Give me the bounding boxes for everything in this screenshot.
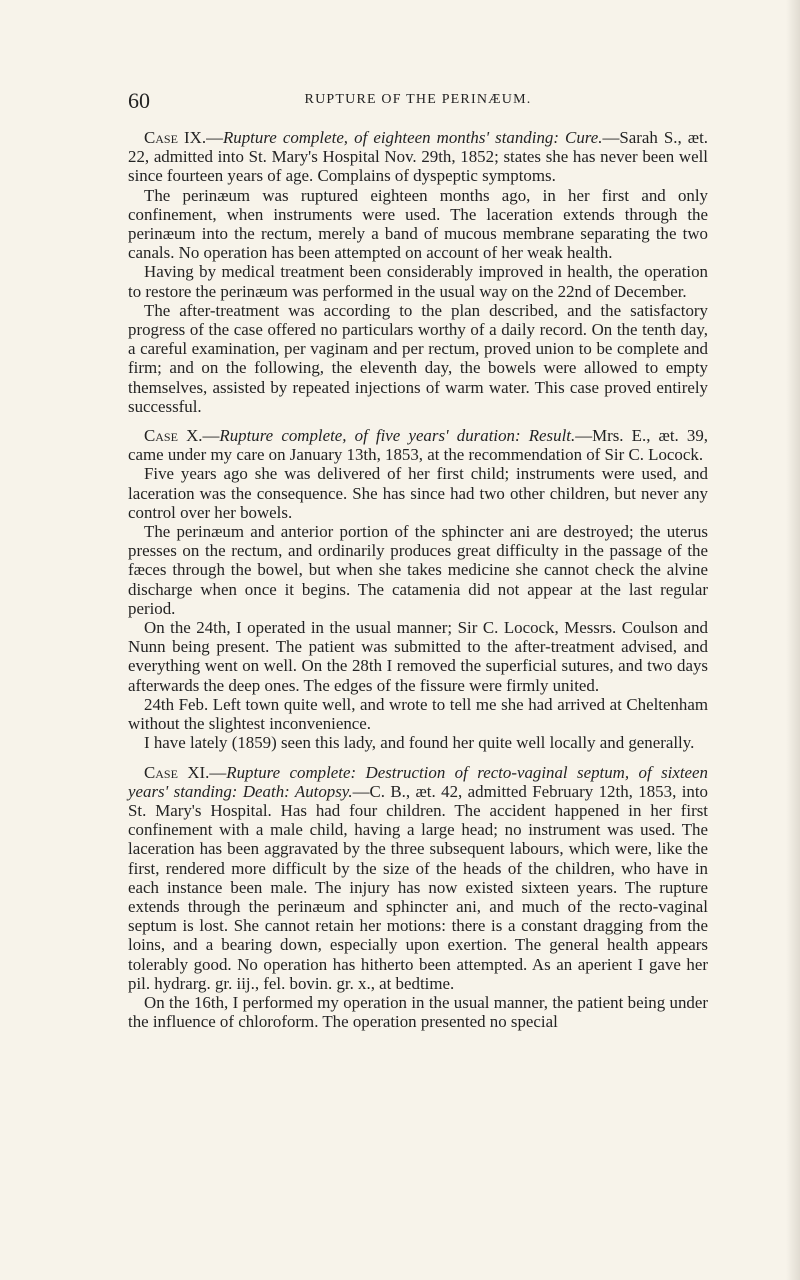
case-9-paragraph-2: The perinæum was ruptured eighteen months ago, in her first and only confinement, when instruments were used. The laceration extends through the perinæum into the rectum, merely a band of mucous membrane separating the two canals. No operation has been attempted on account of her weak health. bbox=[128, 185, 708, 263]
case-9-paragraph-1: Case IX.—Rupture complete, of eighteen months' standing: Cure.—Sarah S., æt. 22, admitted into St. Mary's Hospital Nov. 29th, 1852; states she has never been well since fourteen years of age. Complains of dyspeptic symptoms. bbox=[128, 128, 708, 186]
case-11-paragraph-1: Case XI.—Rupture complete: Destruction of recto-vaginal septum, of sixteen years' standing: Death: Autopsy.—C. B., æt. 42, admitted February 12th, 1853, into St. Mary's Hospital. Has had four children. The accident happened in her first confinement with a male child, having a large head; no instrument was used. The laceration has been aggravated by the three subsequent labours, which were, like the first, rendered more difficult by the size of the heads of the children, who have in each instance been male. The injury has now existed sixteen years. The rupture extends through the perinæum and sphincter ani, and much of the recto-vaginal septum is lost. She cannot retain her motions: there is a constant dragging from the loins, and a bearing down, especially upon exertion. The general health appears tolerably good. No operation has hitherto been attempted. As an aperient I gave her pil. hydrarg. gr. iij., fel. bovin. gr. x., at bedtime. bbox=[128, 762, 708, 993]
page-number: 60 bbox=[128, 88, 150, 113]
case-label: Case X. bbox=[144, 426, 203, 446]
page-header bbox=[128, 88, 708, 114]
running-head: RUPTURE OF THE PERINÆUM. bbox=[304, 92, 532, 107]
case-10-paragraph-5: 24th Feb. Left town quite well, and wrote to tell me she had arrived at Cheltenham without the slightest inconvenience. bbox=[128, 694, 708, 734]
case-title: Rupture complete, of five years' duration: Result. bbox=[219, 426, 576, 446]
case-text: Sarah S., æt. 22, admitted into St. Mary's Hospital Nov. 29th, 1852; states she has never been well since fourteen years of age. Complains of dyspeptic symptoms. bbox=[128, 128, 708, 186]
case-label: Case IX. bbox=[144, 128, 207, 147]
case-10-paragraph-4: On the 24th, I operated in the usual manner; Sir C. Locock, Messrs. Coulson and Nunn being present. The patient was submitted to the after-treatment advised, and everything went on well. On the 28th I removed the superficial sutures, and two days afterwards the deep ones. The edges of the fissure were firmly united. bbox=[128, 618, 708, 695]
case-title: Rupture complete: Destruction of recto-vaginal septum, of sixteen years' standing: Death: Autopsy. bbox=[128, 762, 708, 801]
case-9-paragraph-3: Having by medical treatment been considerably improved in health, the operation to restore the perinæum was performed in the usual way on the 22nd of December. bbox=[128, 262, 708, 301]
case-text: C. B., æt. 42, admitted February 12th, 1853, into St. Mary's Hospital. Has had four children. The accident happened in her first confinement with a male child, having a large head; no instrument was used. The laceration has been aggravated by the three subsequent labours, which were, like the first, rendered more difficult by the size of the heads of the children, who have in each instance been male. The injury has now existed sixteen years. The rupture extends through the perinæum and sphincter ani, and much of the recto-vaginal septum is lost. She cannot retain her motions: there is a constant dragging from the loins, and a bearing down, especially upon exertion. The general health appears tolerably good. No operation has hitherto been attempted. As an aperient I gave her pil. hydrarg. gr. iij., fel. bovin. gr. x., at bedtime. bbox=[128, 781, 708, 993]
case-10-paragraph-1: Case X.—Rupture complete, of five years' duration: Result.—Mrs. E., æt. 39, came under my care on January 13th, 1853, at the recommendation of Sir C. Locock. bbox=[128, 426, 708, 465]
case-10-paragraph-6: I have lately (1859) seen this lady, and found her quite well locally and generally. bbox=[144, 733, 695, 753]
case-10-paragraph-3: The perinæum and anterior portion of the sphincter ani are destroyed; the uterus presses on the rectum, and ordinarily produces great difficulty in the passage of the fæces through the bowel, but when she takes medicine she cannot check the alvine discharge when once it begins. The catamenia did not appear at the last regular period. bbox=[128, 522, 708, 618]
case-title: Rupture complete, of eighteen months' standing: Cure. bbox=[222, 128, 603, 147]
case-10-paragraph-2: Five years ago she was delivered of her first child; instruments were used, and laceration was the consequence. She has since had two other children, but never any control over her bowels. bbox=[128, 464, 708, 522]
page-edge-shadow bbox=[786, 0, 800, 1280]
case-11-paragraph-2: On the 16th, I performed my operation in the usual manner, the patient being under the influence of chloroform. The operation presented no special bbox=[128, 992, 708, 1032]
case-text: Mrs. E., æt. 39, came under my care on January 13th, 1853, at the recommendation of Sir C. Locock. bbox=[128, 426, 708, 465]
case-9-paragraph-4: The after-treatment was according to the plan described, and the satisfactory progress of the case offered no particulars worthy of a daily record. On the tenth day, a careful examination, per vaginam and per rectum, proved union to be complete and firm; and on the following, the eleventh day, the bowels were allowed to empty themselves, assisted by repeated injections of warm water. This case proved entirely successful. bbox=[128, 300, 708, 416]
case-label: Case XI. bbox=[144, 762, 210, 782]
body-text bbox=[128, 128, 708, 1031]
